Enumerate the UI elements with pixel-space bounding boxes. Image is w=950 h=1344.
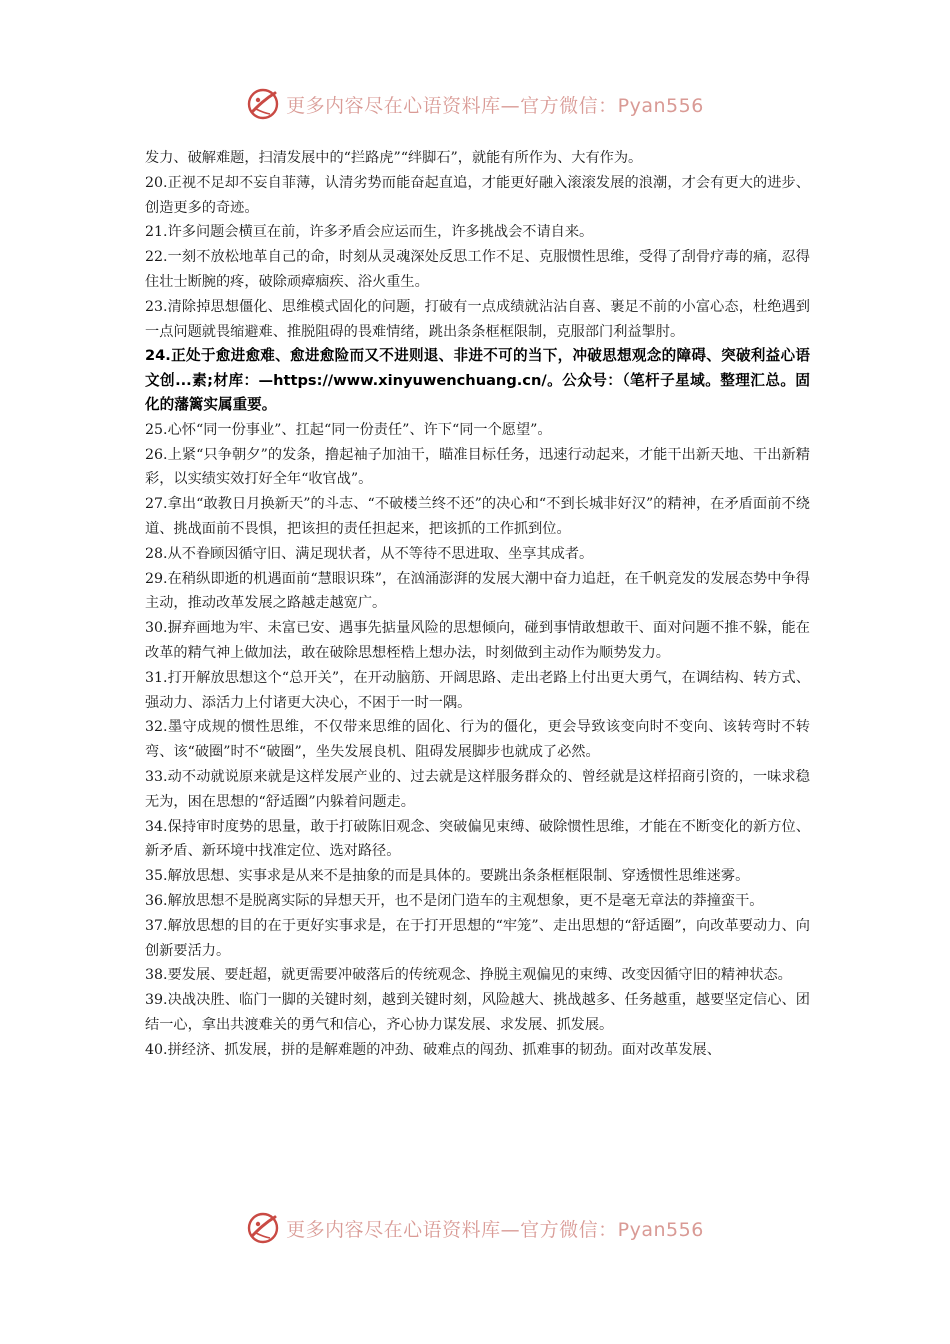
footer-banner bbox=[0, 1208, 950, 1248]
header-banner-text: 更多内容尽在心语资料库—官方微信：Pyan556 bbox=[286, 94, 704, 117]
paragraph: 37.解放思想的目的在于更好实事求是，在于打开思想的“牢笼”、走出思想的“舒适圈”，向改革要动力、向创新要活力。 bbox=[145, 917, 810, 959]
paragraph: 发力、破解难题，扫清发展中的“拦路虎”“绊脚石”，就能有所作为、大有作为。 bbox=[145, 150, 643, 166]
paragraph: 38.要发展、要赶超，就更需要冲破落后的传统观念、挣脱主观偏见的束缚、改变因循守旧的精神状态。 bbox=[145, 967, 792, 984]
paragraph: 35.解放思想、实事求是从来不是抽象的而是具体的。要跳出条条框框限制、穿透惯性思维迷雾。 bbox=[145, 868, 750, 885]
paragraph: 39.决战决胜、临门一脚的关键时刻，越到关键时刻，风险越大、挑战越多、任务越重，越要坚定信心、团结一心，拿出共渡难关的勇气和信心，齐心协力谋发展、求发展、抓发展。 bbox=[145, 992, 810, 1033]
paragraph: 34.保持审时度势的思量，敢于打破陈旧观念、突破偏见束缚、破除惯性思维，才能在不断变化的新方位、新矛盾、新环境中找准定位、选对路径。 bbox=[145, 818, 810, 860]
paragraph: 27.拿出“敢教日月换新天”的斗志、“不破楼兰终不还”的决心和“不到长城非好汉”的精神，在矛盾面前不绕道、挑战面前不畏惧，把该担的责任担起来，把该抓的工作抓到位。 bbox=[145, 496, 810, 538]
footer-banner-text: 更多内容尽在心语资料库—官方微信：Pyan556 bbox=[286, 1218, 704, 1241]
brush-logo-icon bbox=[246, 1211, 280, 1245]
paragraph: 32.墨守成规的惯性思维，不仅带来思维的固化、行为的僵化，更会导致该变向时不变向、该转弯时不转弯、该“破圈”时不“破圈”，坐失发展良机、阻碍发展脚步也就成了必然。 bbox=[145, 719, 810, 761]
paragraph: 36.解放思想不是脱离实际的异想天开，也不是闭门造车的主观想象，更不是毫无章法的莽撞蛮干。 bbox=[145, 893, 764, 910]
paragraph: 25.心怀“同一份事业”、扛起“同一份责任”、许下“同一个愿望”。 bbox=[145, 421, 552, 438]
paragraph: 26.上紧“只争朝夕”的发条，撸起袖子加油干，瞄准目标任务，迅速行动起来，才能干出新天地、干出新精彩，以实绩实效打好全年“收官战”。 bbox=[145, 446, 810, 488]
document-body bbox=[145, 146, 810, 1063]
paragraph: 40.拼经济、抓发展，拼的是解难题的冲劲、破难点的闯劲、抓难事的韧劲。面对改革发展、 bbox=[145, 1041, 721, 1058]
paragraph: 33.动不动就说原来就是这样发展产业的、过去就是这样服务群众的、曾经就是这样招商引资的，一味求稳无为，困在思想的“舒适圈”内躲着问题走。 bbox=[145, 769, 810, 810]
paragraph: 29.在稍纵即逝的机遇面前“慧眼识珠”，在汹涌澎湃的发展大潮中奋力追赶，在千帆竞发的发展态势中争得主动，推动改革发展之路越走越宽广。 bbox=[145, 570, 810, 612]
header-banner bbox=[0, 84, 950, 124]
brush-logo-icon bbox=[246, 87, 280, 121]
paragraph-bold: 24.正处于愈进愈难、愈进愈险而又不进则退、非进不可的当下，冲破思想观念的障碍、突破利益心语文创...素;材库：—https://www.xinyuwenchuang.cn/。公众号：（笔杆子星域。整理汇总。固化的藩篱实属重要。 bbox=[145, 347, 810, 414]
paragraph: 31.打开解放思想这个“总开关”，在开动脑筋、开阔思路、走出老路上付出更大勇气，在调结构、转方式、强动力、添活力上付诸更大决心，不困于一时一隅。 bbox=[145, 669, 810, 711]
paragraph: 23.清除掉思想僵化、思维模式固化的问题，打破有一点成绩就沾沾自喜、裹足不前的小富心态，杜绝遇到一点问题就畏缩避难、推脱阻碍的畏难情绪，跳出条条框框限制，克服部门利益掣肘。 bbox=[145, 298, 810, 340]
paragraph: 21.许多问题会横亘在前，许多矛盾会应运而生，许多挑战会不请自来。 bbox=[145, 224, 594, 241]
paragraph: 20.正视不足却不妄自菲薄，认清劣势而能奋起直追，才能更好融入滚滚发展的浪潮，才会有更大的进步、创造更多的奇迹。 bbox=[145, 174, 810, 216]
paragraph: 22.一刻不放松地革自己的命，时刻从灵魂深处反思工作不足、克服惯性思维，受得了刮骨疗毒的痛，忍得住壮士断腕的疼，破除顽瘴痼疾、浴火重生。 bbox=[145, 249, 810, 290]
paragraph: 30.摒弃画地为牢、未富已安、遇事先掂量风险的思想倾向，碰到事情敢想敢干、面对问题不推不躲，能在改革的精气神上做加法，敢在破除思想桎梏上想办法，时刻做到主动作为顺势发力。 bbox=[145, 620, 810, 662]
paragraph: 28.从不眷顾因循守旧、满足现状者，从不等待不思进取、坐享其成者。 bbox=[145, 545, 594, 562]
